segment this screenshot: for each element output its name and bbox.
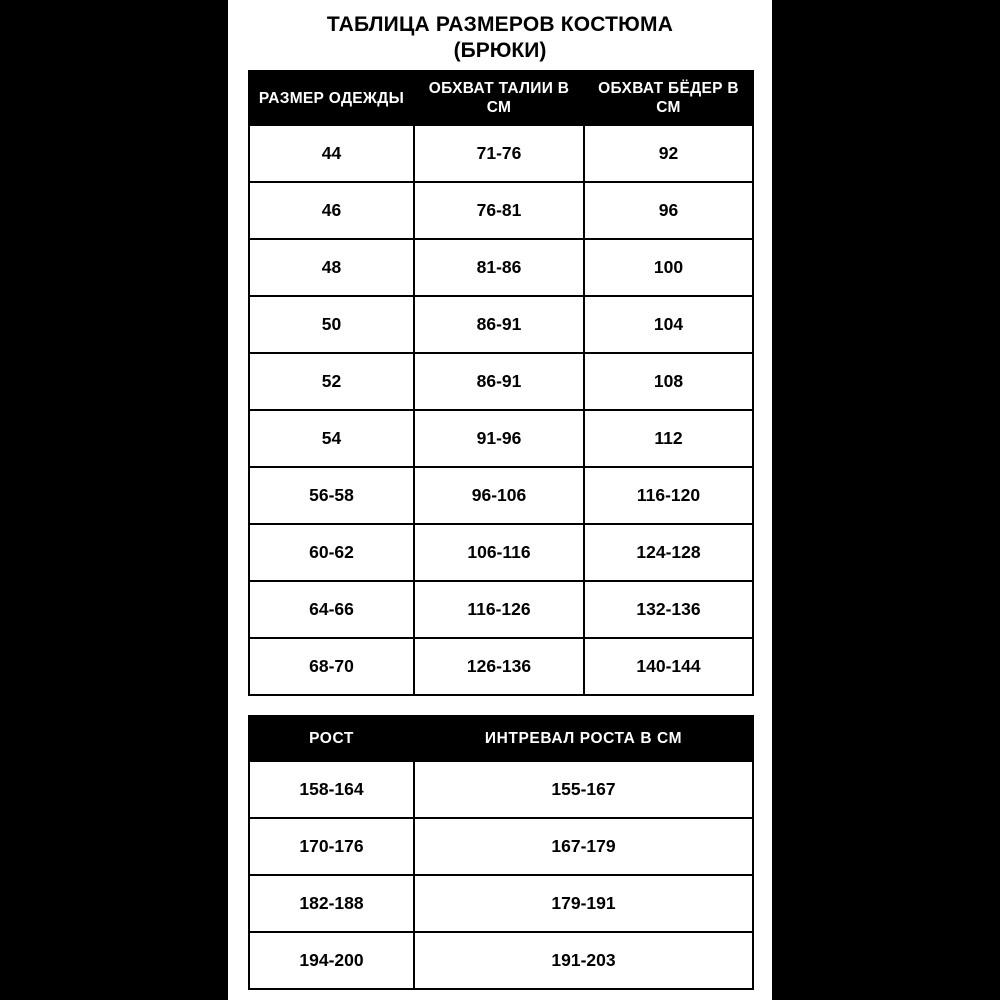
table-row [249,638,753,695]
table-cell: 132-136 [584,581,753,638]
table-cell: 54 [249,410,414,467]
table-cell: 71-76 [414,125,584,182]
table-cell: 170-176 [249,818,414,875]
table-row [249,467,753,524]
table-cell: 116-120 [584,467,753,524]
height-table-head [249,716,753,761]
table-cell: 76-81 [414,182,584,239]
table-row [249,125,753,182]
size-table [248,70,754,696]
table-cell: 179-191 [414,875,753,932]
table-cell: 112 [584,410,753,467]
table-cell: 60-62 [249,524,414,581]
size-table-header-hips: ОБХВАТ БЁДЕР В СМ [584,71,753,125]
table-cell: 116-126 [414,581,584,638]
table-cell: 86-91 [414,353,584,410]
table-row [249,239,753,296]
size-table-header-clothing-size: РАЗМЕР ОДЕЖДЫ [249,71,414,125]
page-title-line2: (БРЮКИ) [453,39,547,62]
table-row [249,353,753,410]
table-row [249,410,753,467]
table-header-row [249,716,753,761]
table-cell: 92 [584,125,753,182]
table-cell: 44 [249,125,414,182]
size-table-header-waist: ОБХВАТ ТАЛИИ В СМ [414,71,584,125]
table-cell: 96 [584,182,753,239]
page-title [228,0,772,64]
table-cell: 182-188 [249,875,414,932]
table-row [249,932,753,989]
table-cell: 50 [249,296,414,353]
table-row [249,818,753,875]
table-cell: 155-167 [414,761,753,818]
table-cell: 91-96 [414,410,584,467]
size-table-head [249,71,753,125]
table-cell: 56-58 [249,467,414,524]
table-cell: 191-203 [414,932,753,989]
table-cell: 52 [249,353,414,410]
size-chart-page [228,0,772,1000]
table-cell: 158-164 [249,761,414,818]
table-row [249,296,753,353]
table-cell: 96-106 [414,467,584,524]
table-row [249,524,753,581]
height-table [248,715,754,990]
table-cell: 64-66 [249,581,414,638]
table-cell: 46 [249,182,414,239]
table-header-row [249,71,753,125]
table-cell: 194-200 [249,932,414,989]
table-cell: 106-116 [414,524,584,581]
table-cell: 124-128 [584,524,753,581]
table-cell: 126-136 [414,638,584,695]
table-cell: 68-70 [249,638,414,695]
height-table-header-height: РОСТ [249,716,414,761]
table-cell: 100 [584,239,753,296]
table-row [249,761,753,818]
table-cell: 104 [584,296,753,353]
height-table-header-interval: ИНТРЕВАЛ РОСТА В СМ [414,716,753,761]
table-cell: 108 [584,353,753,410]
table-cell: 167-179 [414,818,753,875]
table-cell: 81-86 [414,239,584,296]
size-table-body [249,125,753,695]
table-cell: 86-91 [414,296,584,353]
page-title-line1: ТАБЛИЦА РАЗМЕРОВ КОСТЮМА [326,13,674,36]
table-cell: 140-144 [584,638,753,695]
table-row [249,875,753,932]
table-row [249,581,753,638]
height-table-body [249,761,753,989]
table-row [249,182,753,239]
table-cell: 48 [249,239,414,296]
